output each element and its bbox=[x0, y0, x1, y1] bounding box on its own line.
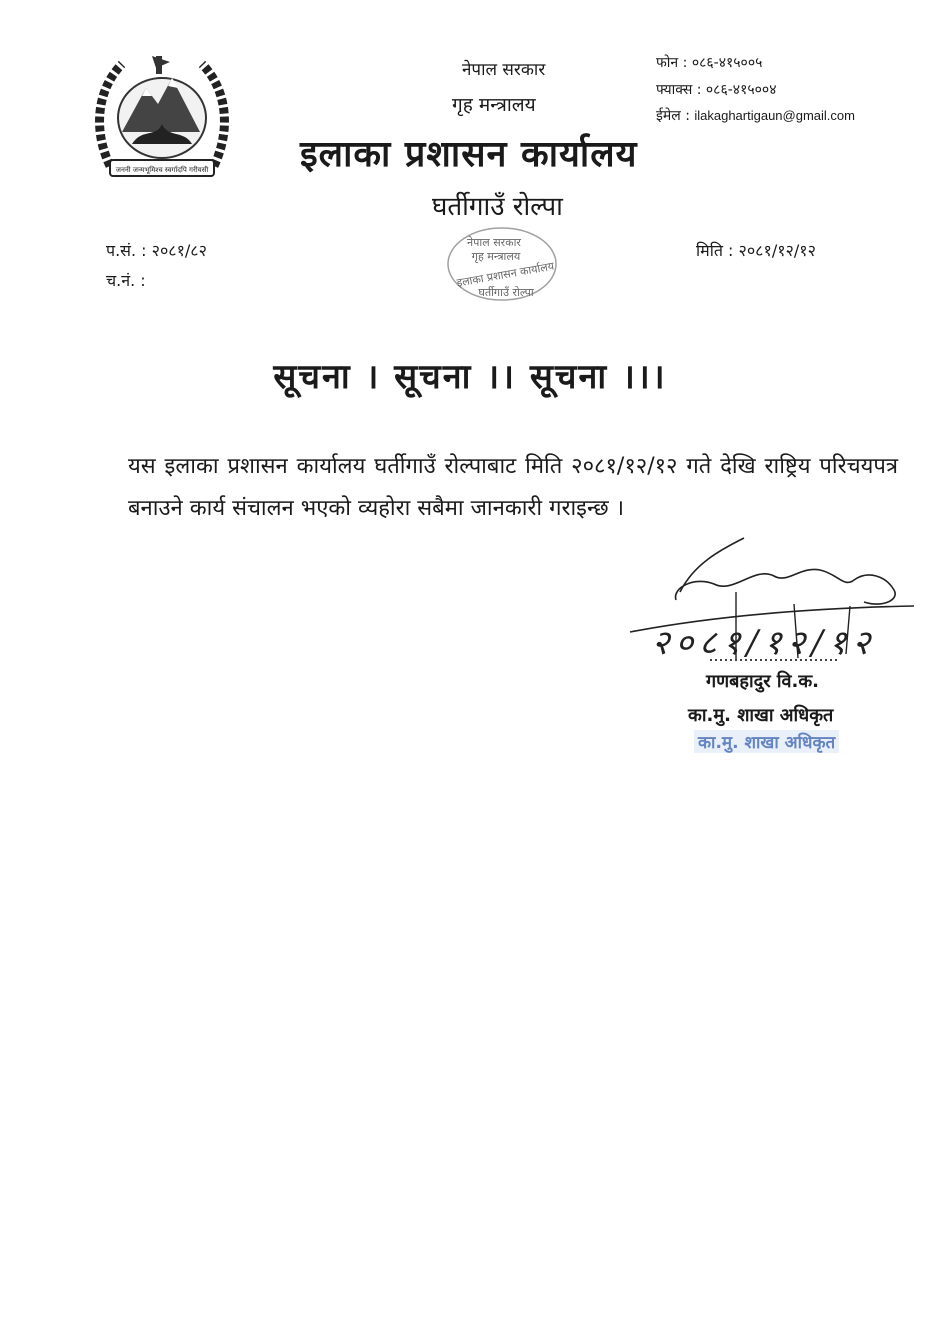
email-label: ईमेल : bbox=[656, 108, 695, 124]
office-title: इलाका प्रशासन कार्यालय bbox=[300, 134, 638, 175]
stamp-line-4: घर्तीगाउँ रोल्पा bbox=[478, 286, 534, 299]
government-name: नेपाल सरकार bbox=[462, 60, 546, 80]
office-stamp bbox=[436, 220, 576, 304]
letter-number bbox=[106, 239, 207, 261]
signatory-name: गणबहादुर वि.क. bbox=[706, 671, 820, 692]
notice-heading: सूचना । सूचना ।। सूचना ।।। bbox=[273, 357, 667, 397]
nepal-emblem-logo bbox=[92, 48, 232, 184]
contact-email bbox=[656, 106, 855, 125]
fax-label: फ्याक्स : bbox=[656, 82, 706, 98]
phone-value: ०८६-४१५००५ bbox=[691, 55, 763, 71]
letter-number-label: प.सं. : bbox=[106, 241, 152, 260]
letter-date-label: मिति : bbox=[696, 241, 739, 260]
handwritten-signature bbox=[624, 536, 920, 670]
contact-fax bbox=[656, 80, 776, 99]
phone-label: फोन : bbox=[656, 55, 692, 71]
stamp-line-2: गृह मन्त्रालय bbox=[471, 250, 521, 263]
emblem-motto: जननी जन्मभूमिश्च स्वर्गादपि गरीयसी bbox=[115, 166, 209, 174]
fax-value: ०८६-४१५००४ bbox=[705, 82, 777, 98]
signatory-title-stamp: का.मु. शाखा अधिकृत bbox=[694, 730, 839, 753]
office-location: घर्तीगाउँ रोल्पा bbox=[432, 192, 563, 222]
dispatch-number bbox=[106, 269, 146, 291]
ministry-name: गृह मन्त्रालय bbox=[452, 94, 536, 116]
letter-number-value: २०८१/८२ bbox=[151, 241, 207, 260]
letter-date bbox=[696, 239, 816, 261]
email-value: ilakaghartigaun@gmail.com bbox=[694, 108, 855, 123]
stamp-line-1: नेपाल सरकार bbox=[467, 236, 521, 249]
contact-phone bbox=[656, 53, 762, 72]
stamp-line-3: इलाका प्रशासन कार्यालय bbox=[455, 259, 556, 290]
dispatch-number-label: च.नं. : bbox=[106, 271, 146, 290]
letter-date-value: २०८१/१२/१२ bbox=[738, 241, 816, 260]
signatory-title: का.मु. शाखा अधिकृत bbox=[688, 705, 834, 726]
handwritten-date: २०८१/१२/१२ bbox=[651, 623, 877, 663]
notice-body: यस इलाका प्रशासन कार्यालय घर्तीगाउँ रोल्पाबाट मिति २०८१/१२/१२ गते देखि राष्ट्रिय परिचयपत्र बनाउने कार्य संचालन भएको व्यहोरा सबैमा जानकारी गराइन्छ । bbox=[128, 454, 898, 521]
